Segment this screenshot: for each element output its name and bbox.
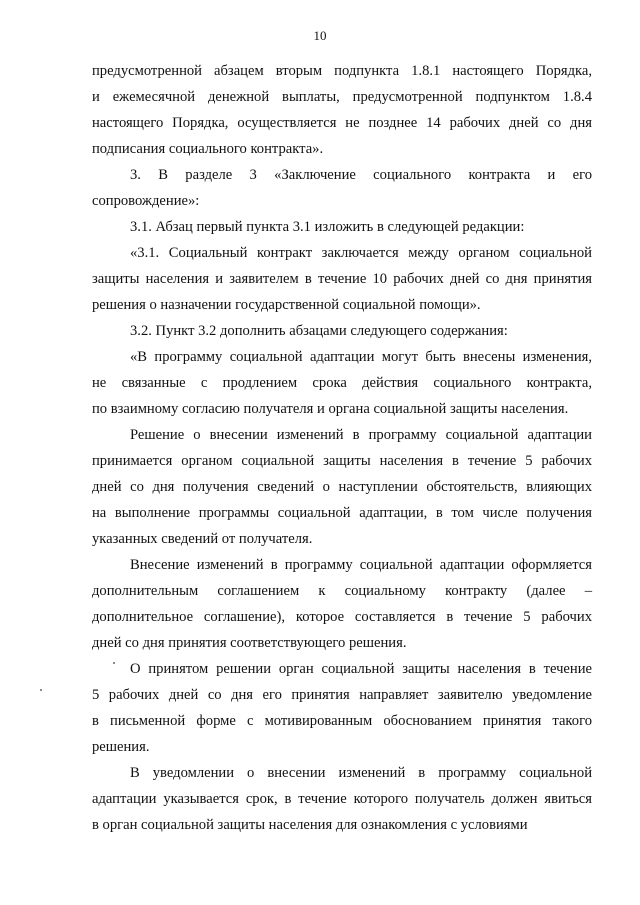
text-line: дней со дня получения сведений о наступлении обстоятельств, влияющих [92,479,592,495]
paragraph [92,58,592,162]
scan-speck [113,662,115,664]
text-line: Решение о внесении изменений в программу социальной адаптации [130,427,592,443]
text-line: решения. [92,739,150,755]
paragraph [92,162,592,214]
paragraph [92,214,592,240]
text-line: по взаимному согласию получателя и органа социальной защиты населения. [92,401,569,417]
text-line: подписания социального контракта». [92,141,324,157]
text-line: 3.1. Абзац первый пункта 3.1 изложить в следующей редакции: [130,219,525,235]
text-line: адаптации указывается срок, в течение которого получатель должен явиться [92,791,592,807]
text-line: дней со дня принятия соответствующего решения. [92,635,407,651]
text-line: Внесение изменений в программу социальной адаптации оформляется [130,557,592,573]
text-line: дополнительным соглашением к социальному контракту (далее – [92,583,592,599]
text-line: настоящего Порядка, осуществляется не позднее 14 рабочих дней со дня [92,115,592,131]
text-line: 5 рабочих дней со дня его принятия направляет заявителю уведомление [92,687,592,703]
text-line: дополнительное соглашение), которое составляется в течение 5 рабочих [92,609,592,625]
text-line: «3.1. Социальный контракт заключается между органом социальной [130,245,592,261]
page-number: 10 [313,28,327,43]
text-line: в письменной форме с мотивированным обоснованием принятия такого [92,713,592,729]
text-line: 3.2. Пункт 3.2 дополнить абзацами следующего содержания: [130,323,508,339]
text-line: не связанные с продлением срока действия социального контракта, [92,375,592,391]
paragraph [92,552,592,656]
text-line: В уведомлении о внесении изменений в программу социальной [130,765,592,781]
paragraph [92,760,592,838]
paragraph [92,656,592,760]
text-line: в орган социальной защиты населения для ознакомления с условиями [92,817,528,833]
scan-speck [40,689,42,691]
text-line: О принятом решении орган социальной защиты населения в течение [130,661,592,677]
text-line: «В программу социальной адаптации могут быть внесены изменения, [130,349,592,365]
text-line: 3. В разделе 3 «Заключение социального контракта и его [130,167,592,183]
text-line: указанных сведений от получателя. [92,531,313,547]
paragraph [92,318,592,344]
document-body [92,58,592,838]
paragraph [92,240,592,318]
text-line: сопровождение»: [92,193,200,209]
text-line: решения о назначении государственной социальной помощи». [92,297,481,313]
text-line: предусмотренной абзацем вторым подпункта 1.8.1 настоящего Порядка, [92,63,592,79]
paragraph [92,344,592,422]
text-line: и ежемесячной денежной выплаты, предусмотренной подпунктом 1.8.4 [92,89,592,105]
text-line: на выполнение программы социальной адаптации, в том числе получения [92,505,592,521]
text-line: принимается органом социальной защиты населения в течение 5 рабочих [92,453,592,469]
text-line: защиты населения и заявителем в течение 10 рабочих дней со дня принятия [92,271,592,287]
paragraph [92,422,592,552]
